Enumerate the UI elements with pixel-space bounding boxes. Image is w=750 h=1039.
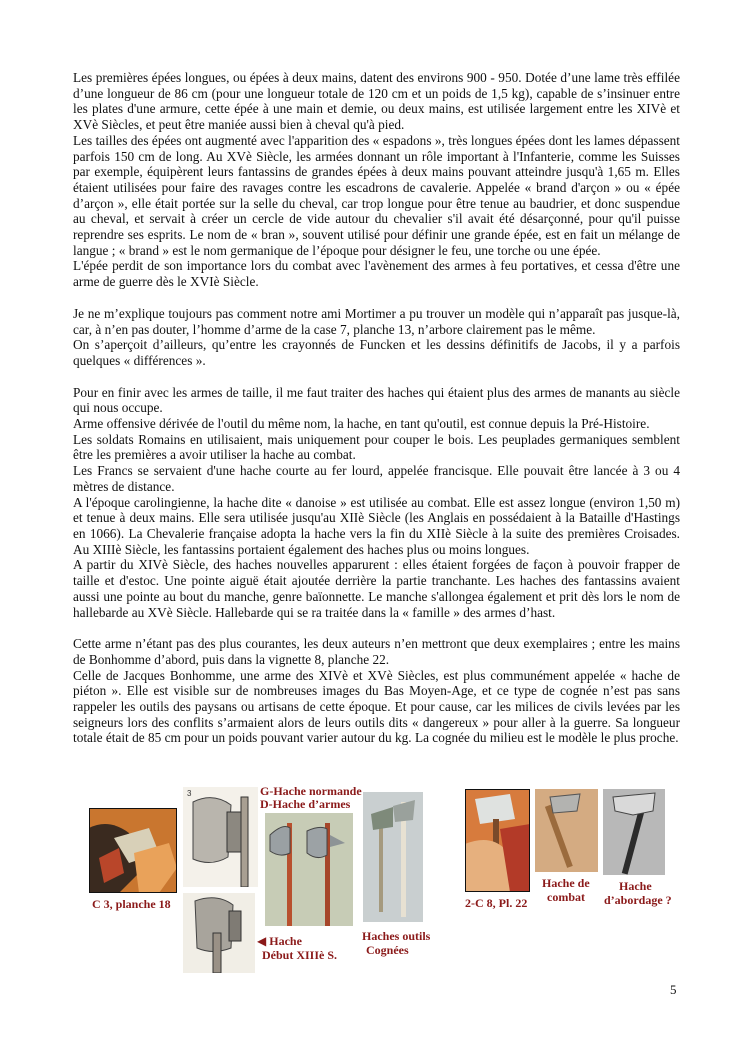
paragraph: Les tailles des épées ont augmenté avec l'apparition des « espadons », très longues épées dont les lames dépassent parfois 150 cm de long. Au XVè Siècle, les armées donnant un rôle important à l'Infanterie, comme les Suisses par exemple, équipèrent leurs fantassins de grandes épées à deux mains pouvant atteindre jusqu'à 1,65 m. Elles étaient utilisées pour faire des ravages contre les escadrons de cavalerie. Appelée « brand d'arçon » ou « épée d’arçon », elle était portée sur la selle du cheval, car trop longue pour être tenue au baudrier, et donc suspendue au cheval, et servait à créer un cercle de vide autour du chevalier s'il avait été désarçonné, pour qu'il puisse reprendre ses esprits. Le nom de « bran », souvent utilisé pour définir une grande épée, est en fait un mélange de langue ; « brand » est le nom germanique de l’époque pour désigner le feu, une torche ou une épée. xyxy=(73,132,680,258)
page-number: 5 xyxy=(670,982,677,997)
two-axes-image xyxy=(265,813,353,926)
axe-head-sketch-image xyxy=(183,787,258,887)
caption-c3: C 3, planche 18 xyxy=(92,897,171,911)
paragraph: A l'époque carolingienne, la hache dite « danoise » est utilisée au combat. Elle est assez longue (environ 1,50 m) et tenue à deux mains. Elle sera utilisée jusqu'au XIIè Siècle (les Anglais en possédaient à la Bataille d'Hastings en 1066). La Chevalerie française adopta la hache vers la fin du XIIè Siècle à la suite des premières Croisades. Au XIIIè Siècle, les fantassins portaient également des haches plus ou moins longues. xyxy=(73,494,680,557)
paragraph: Celle de Jacques Bonhomme, une arme des XIVè et XVè Siècles, est plus communément appelée « hache de piéton ». Elle est visible sur de nombreuses images du Bas Moyen-Age, et ce type de cognée n’est pas sans rappeler les outils des paysans ou artisans de cette époque. Et pour cause, car les milices de civils levées par les seigneurs lors des conflits s’armaient alors de leurs outils dits « dangereux » pour aller à la guerre. Sa longueur totale était de 85 cm pour un poids pouvant varier autour du kg. La cognée du milieu est le modèle le plus proche. xyxy=(73,667,680,746)
axe-head-sketch-lower-image xyxy=(183,893,255,973)
caption-combat-1: Hache de xyxy=(542,876,590,890)
caption-hache-label: Hache xyxy=(269,934,302,948)
svg-text:3: 3 xyxy=(187,789,192,798)
paragraph-gap xyxy=(73,369,680,385)
body-text xyxy=(73,70,680,746)
boarding-axe-image xyxy=(603,789,665,875)
paragraph: Arme offensive dérivée de l'outil du même nom, la hache, en tant qu'outil, est connue depuis la Pré-Histoire. xyxy=(73,416,650,432)
paragraph: Les Francs se servaient d'une hache courte au fer lourd, appelée francisque. Elle pouvait être lancée à 3 ou 4 mètres de distance. xyxy=(73,463,680,494)
paragraph-gap xyxy=(73,620,680,636)
paragraph: L'épée perdit de son importance lors du combat avec l'avènement des armes à feu portatives, et cessa d'être une arme de guerre dès le XVIè Siècle. xyxy=(73,258,680,290)
caption-combat-2: combat xyxy=(547,890,585,904)
caption-c8: 2-C 8, Pl. 22 xyxy=(465,896,528,910)
caption-abordage-1: Hache xyxy=(619,879,652,893)
paragraph-gap xyxy=(73,290,680,306)
combat-axe-image xyxy=(535,789,598,872)
comic-panel-c8-image xyxy=(465,789,530,892)
caption-debut: Début XIIIè S. xyxy=(262,948,338,962)
paragraph: Cette arme n’étant pas des plus courantes, les deux auteurs n’en mettront que deux exemplaires ; entre les mains de Bonhomme d’abord, puis dans la vignette 8, planche 22. xyxy=(73,636,680,667)
paragraph: On s’aperçoit d’ailleurs, qu’entre les crayonnés de Funcken et les dessins définitifs de Jacobs, il y a parfois quelques « différences ». xyxy=(73,337,680,368)
caption-normande: G-Hache normande xyxy=(260,784,362,798)
caption-abordage-2: d’abordage ? xyxy=(604,893,672,907)
paragraph: Les soldats Romains en utilisaient, mais uniquement pour couper le bois. Les peuplades germaniques semblent être les premières a avoir utiliser la hache au combat. xyxy=(73,431,680,463)
comic-panel-c3-image xyxy=(89,808,177,893)
caption-hache xyxy=(257,935,302,948)
caption-armes: D-Hache d’armes xyxy=(260,797,351,811)
paragraph: Je ne m’explique toujours pas comment notre ami Mortimer a pu trouver un modèle qui n’apparaît pas jusque-là, car, à n’en pas douter, l’homme d’arme de la case 7, planche 13, n’arbore clairement pas le même. xyxy=(73,305,680,337)
paragraph: A partir du XIVè Siècle, des haches nouvelles apparurent : elles étaient forgées de façon à pouvoir frapper de taille et d'estoc. Une pointe aiguë était ajoutée derrière la partie tranchante. Les haches des fantassins avaient aussi une pointe au bout du manche, genre baïonnette. Le manche s'allongea également et prit dès lors le nom de hallebarde au XVè Siècle. Hallebarde qui se ra traitée dans la « famille » des armes d’hast. xyxy=(73,557,680,620)
arrow-left-icon: ◀ xyxy=(257,934,270,948)
caption-outils: Haches outils xyxy=(362,929,431,943)
caption-cognees: Cognées xyxy=(366,943,409,957)
paragraph: Les premières épées longues, ou épées à deux mains, datent des environs 900 - 950. Dotée d’une lame très effilée d’une longueur de 86 cm (pour une longueur totale de 120 cm et un poids de 1,5 kg), capable de s’insinuer entre les plates d'une armure, cette épée à une main et demie, ou deux mains, est utilisée largement entre les XIVè et XVè Siècles, et peut être maniée aussi bien à cheval qu'à pied. xyxy=(73,70,680,133)
tool-axes-image xyxy=(363,792,423,922)
paragraph: Pour en finir avec les armes de taille, il me faut traiter des haches qui étaient plus des armes de manants au siècle qui nous occupe. xyxy=(73,384,680,416)
